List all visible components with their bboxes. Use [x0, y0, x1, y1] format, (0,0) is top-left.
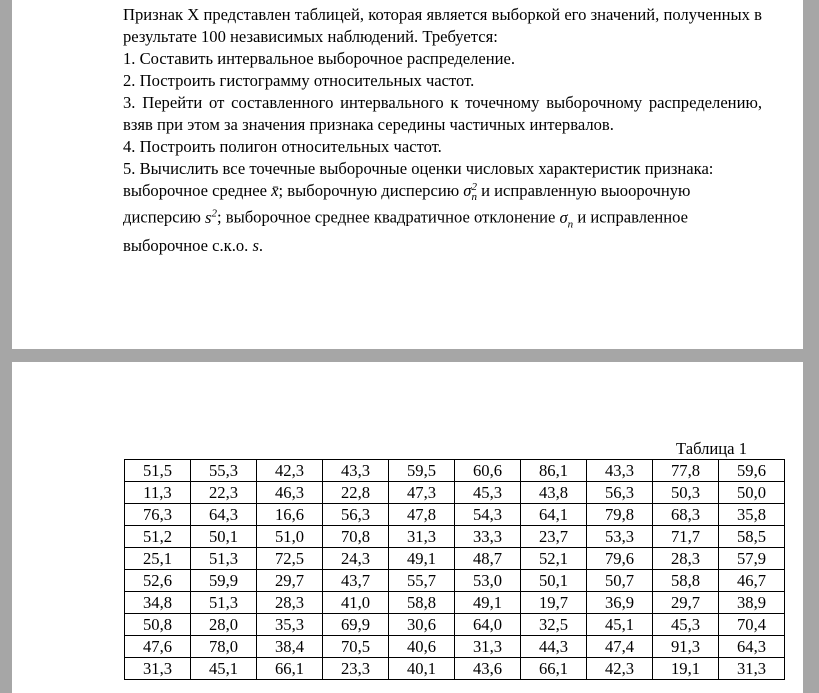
table-cell: 25,1 — [125, 548, 191, 570]
table-cell: 38,9 — [719, 592, 785, 614]
task-item-4: 4. Построить полигон относительных частот. — [123, 137, 442, 156]
table-cell: 51,3 — [191, 548, 257, 570]
table-cell: 58,8 — [653, 570, 719, 592]
table-cell: 48,7 — [455, 548, 521, 570]
table-cell: 64,0 — [455, 614, 521, 636]
table-cell: 49,1 — [455, 592, 521, 614]
table-cell: 51,5 — [125, 460, 191, 482]
corrected-variance-symbol: $s^2$ — [205, 207, 217, 227]
task-text — [123, 4, 762, 257]
task-item-5-part-a: 5. Вычислить все точечные выборочные оценки числовых характеристик признака: выборочное среднее — [123, 159, 714, 200]
table-cell: 35,3 — [257, 614, 323, 636]
table-cell: 71,7 — [653, 526, 719, 548]
table-cell: 47,4 — [587, 636, 653, 658]
table-cell: 29,7 — [257, 570, 323, 592]
table-cell: 70,4 — [719, 614, 785, 636]
table-cell: 51,3 — [191, 592, 257, 614]
table-cell: 50,8 — [125, 614, 191, 636]
task-item-3: 3. Перейти от составленного интервального к точечному выборочному распределению, взяв при этом за значения признака середины частичных интервалов. — [123, 93, 762, 134]
table-row — [125, 460, 785, 482]
table-cell: 60,6 — [455, 460, 521, 482]
task-intro: Признак X представлен таблицей, которая является выборкой его значений, полученных в результате 100 независимых наблюдений. Требуется: — [123, 5, 762, 46]
table-cell: 46,7 — [719, 570, 785, 592]
table-cell: 16,6 — [257, 504, 323, 526]
table-row — [125, 570, 785, 592]
table-cell: 49,1 — [389, 548, 455, 570]
table-cell: 23,7 — [521, 526, 587, 548]
task-item-1: 1. Составить интервальное выборочное распределение. — [123, 49, 515, 68]
table-cell: 54,3 — [455, 504, 521, 526]
std-dev-symbol: $\sigma_n$ — [559, 207, 574, 230]
table-cell: 35,8 — [719, 504, 785, 526]
table-cell: 31,3 — [125, 658, 191, 680]
table-cell: 23,3 — [323, 658, 389, 680]
table-row — [125, 504, 785, 526]
table-cell: 52,6 — [125, 570, 191, 592]
table-cell: 64,3 — [719, 636, 785, 658]
table-cell: 53,3 — [587, 526, 653, 548]
table-cell: 45,3 — [455, 482, 521, 504]
table-cell: 30,6 — [389, 614, 455, 636]
corrected-std-symbol: s — [252, 235, 259, 255]
table-cell: 79,6 — [587, 548, 653, 570]
table-cell: 50,0 — [719, 482, 785, 504]
table-cell: 56,3 — [323, 504, 389, 526]
table-row — [125, 482, 785, 504]
table-caption: Таблица 1 — [676, 439, 747, 458]
table-cell: 58,8 — [389, 592, 455, 614]
table-cell: 41,0 — [323, 592, 389, 614]
table-cell: 76,3 — [125, 504, 191, 526]
data-table — [124, 459, 785, 680]
table-cell: 43,6 — [455, 658, 521, 680]
table-cell: 24,3 — [323, 548, 389, 570]
table-cell: 69,9 — [323, 614, 389, 636]
table-cell: 50,3 — [653, 482, 719, 504]
table-cell: 31,3 — [455, 636, 521, 658]
table-cell: 53,0 — [455, 570, 521, 592]
table-cell: 28,3 — [257, 592, 323, 614]
table-cell: 59,5 — [389, 460, 455, 482]
table-cell: 28,3 — [653, 548, 719, 570]
table-cell: 40,1 — [389, 658, 455, 680]
table-cell: 11,3 — [125, 482, 191, 504]
table-cell: 55,3 — [191, 460, 257, 482]
table-cell: 45,1 — [587, 614, 653, 636]
table-cell: 45,1 — [191, 658, 257, 680]
table-cell: 22,3 — [191, 482, 257, 504]
table-cell: 66,1 — [257, 658, 323, 680]
table-cell: 57,9 — [719, 548, 785, 570]
page-1 — [12, 0, 803, 349]
table-cell: 78,0 — [191, 636, 257, 658]
table-cell: 43,3 — [323, 460, 389, 482]
table-cell: 42,3 — [257, 460, 323, 482]
table-row — [125, 548, 785, 570]
table-cell: 79,8 — [587, 504, 653, 526]
table-cell: 31,3 — [719, 658, 785, 680]
task-item-5-end: . — [258, 235, 264, 255]
table-cell: 68,3 — [653, 504, 719, 526]
table-cell: 38,4 — [257, 636, 323, 658]
table-cell: 43,3 — [587, 460, 653, 482]
table-cell: 47,3 — [389, 482, 455, 504]
table-cell: 43,8 — [521, 482, 587, 504]
table-cell: 50,7 — [587, 570, 653, 592]
task-item-5 — [123, 158, 762, 257]
task-item-5-part-b: ; выборочную дисперсию — [278, 181, 460, 200]
table-cell: 59,9 — [191, 570, 257, 592]
task-item-5-part-e: и исправленное выборочное с.к.о. — [123, 207, 689, 255]
table-cell: 29,7 — [653, 592, 719, 614]
table-cell: 19,7 — [521, 592, 587, 614]
table-cell: 56,3 — [587, 482, 653, 504]
task-item-5-part-c: и исправленную выоорочную дисперсию — [123, 181, 691, 227]
table-row — [125, 614, 785, 636]
table-row — [125, 658, 785, 680]
table-cell: 77,8 — [653, 460, 719, 482]
table-cell: 36,9 — [587, 592, 653, 614]
task-item-2: 2. Построить гистограмму относительных частот. — [123, 71, 475, 90]
table-cell: 42,3 — [587, 658, 653, 680]
table-cell: 28,0 — [191, 614, 257, 636]
table-cell: 46,3 — [257, 482, 323, 504]
table-cell: 51,2 — [125, 526, 191, 548]
table-cell: 58,5 — [719, 526, 785, 548]
table-cell: 33,3 — [455, 526, 521, 548]
table-cell: 45,3 — [653, 614, 719, 636]
table-row — [125, 526, 785, 548]
table-cell: 70,5 — [323, 636, 389, 658]
table-cell: 59,6 — [719, 460, 785, 482]
mean-symbol: x̄ — [271, 181, 279, 200]
table-cell: 44,3 — [521, 636, 587, 658]
table-cell: 55,7 — [389, 570, 455, 592]
table-cell: 47,6 — [125, 636, 191, 658]
table-cell: 64,3 — [191, 504, 257, 526]
table-cell: 51,0 — [257, 526, 323, 548]
table-cell: 70,8 — [323, 526, 389, 548]
variance-symbol: σ 2 n — [463, 181, 477, 203]
table-cell: 91,3 — [653, 636, 719, 658]
table-cell: 86,1 — [521, 460, 587, 482]
table-cell: 72,5 — [257, 548, 323, 570]
page-2 — [12, 362, 803, 693]
table-row — [125, 636, 785, 658]
table-cell: 64,1 — [521, 504, 587, 526]
table-cell: 50,1 — [191, 526, 257, 548]
table-row — [125, 592, 785, 614]
table-cell: 19,1 — [653, 658, 719, 680]
table-cell: 47,8 — [389, 504, 455, 526]
table-cell: 40,6 — [389, 636, 455, 658]
table-cell: 22,8 — [323, 482, 389, 504]
table-cell: 32,5 — [521, 614, 587, 636]
task-item-5-part-d: ; выборочное среднее квадратичное отклонение — [217, 207, 556, 227]
table-cell: 43,7 — [323, 570, 389, 592]
table-cell: 66,1 — [521, 658, 587, 680]
table-cell: 50,1 — [521, 570, 587, 592]
table-cell: 31,3 — [389, 526, 455, 548]
table-cell: 52,1 — [521, 548, 587, 570]
table-cell: 34,8 — [125, 592, 191, 614]
